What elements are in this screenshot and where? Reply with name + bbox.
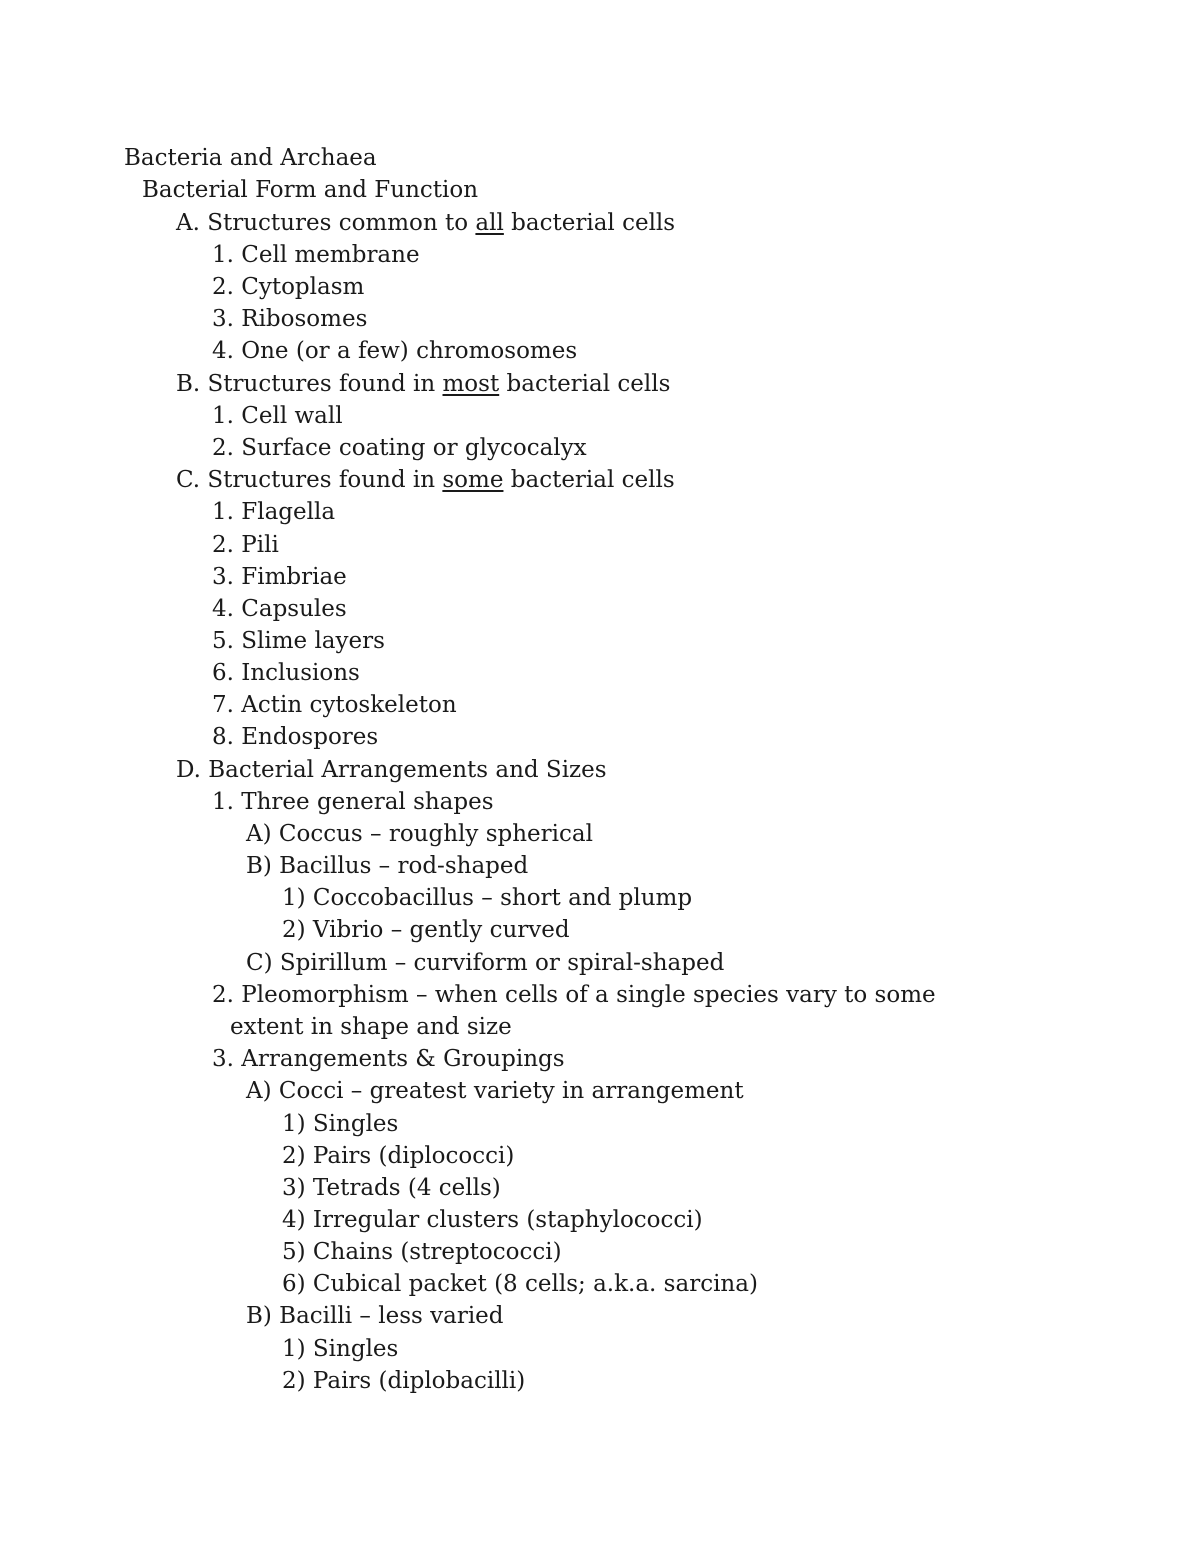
shape-spirillum: C) Spirillum – curviform or spiral-shaped — [246, 950, 725, 976]
list-item: 2) Pairs (diplococci) — [282, 1143, 515, 1169]
heading-c: C. Structures found in some bacterial cells — [176, 467, 675, 493]
list-item: 2) Pairs (diplobacilli) — [282, 1368, 526, 1394]
list-item: 5. Slime layers — [212, 628, 385, 654]
heading-b: B. Structures found in most bacterial cells — [176, 371, 671, 397]
section-heading: Bacterial Form and Function — [142, 177, 479, 203]
list-item: 4. One (or a few) chromosomes — [212, 338, 578, 364]
list-item: 6. Inclusions — [212, 660, 360, 686]
list-item: 1. Flagella — [212, 499, 336, 525]
list-item: 2. Pili — [212, 532, 279, 558]
list-item: 4. Capsules — [212, 596, 347, 622]
bacilli-heading: B) Bacilli – less varied — [246, 1303, 504, 1329]
cocci-heading: A) Cocci – greatest variety in arrangement — [246, 1078, 744, 1104]
arrangements-heading: 3. Arrangements & Groupings — [212, 1046, 565, 1072]
list-item: 8. Endospores — [212, 724, 379, 750]
list-item: 7. Actin cytoskeleton — [212, 692, 457, 718]
list-item: 5) Chains (streptococci) — [282, 1239, 562, 1265]
list-item: 3) Tetrads (4 cells) — [282, 1175, 501, 1201]
list-item: 2. Cytoplasm — [212, 274, 365, 300]
list-item: 1. Cell membrane — [212, 242, 420, 268]
shape-bacillus: B) Bacillus – rod-shaped — [246, 853, 529, 879]
emphasis-most: most — [442, 371, 500, 397]
list-item: 3. Fimbriae — [212, 564, 347, 590]
list-item: 1) Singles — [282, 1111, 399, 1137]
list-item: 1) Coccobacillus – short and plump — [282, 885, 693, 911]
heading-d: D. Bacterial Arrangements and Sizes — [176, 757, 607, 783]
list-item: 6) Cubical packet (8 cells; a.k.a. sarcina) — [282, 1271, 758, 1297]
document-title: Bacteria and Archaea — [124, 145, 377, 171]
shape-coccus: A) Coccus – roughly spherical — [246, 821, 593, 847]
heading-a: A. Structures common to all bacterial cells — [176, 210, 676, 236]
list-item: 1. Cell wall — [212, 403, 343, 429]
emphasis-some: some — [442, 467, 504, 493]
list-item: 3. Ribosomes — [212, 306, 368, 332]
emphasis-all: all — [475, 210, 504, 236]
list-item: 1) Singles — [282, 1336, 399, 1362]
list-item: 4) Irregular clusters (staphylococci) — [282, 1207, 703, 1233]
pleomorphism-line-2: extent in shape and size — [230, 1014, 512, 1040]
shapes-heading: 1. Three general shapes — [212, 789, 494, 815]
pleomorphism-line-1: 2. Pleomorphism – when cells of a single species vary to some — [212, 982, 936, 1008]
list-item: 2) Vibrio – gently curved — [282, 917, 570, 943]
list-item: 2. Surface coating or glycocalyx — [212, 435, 587, 461]
